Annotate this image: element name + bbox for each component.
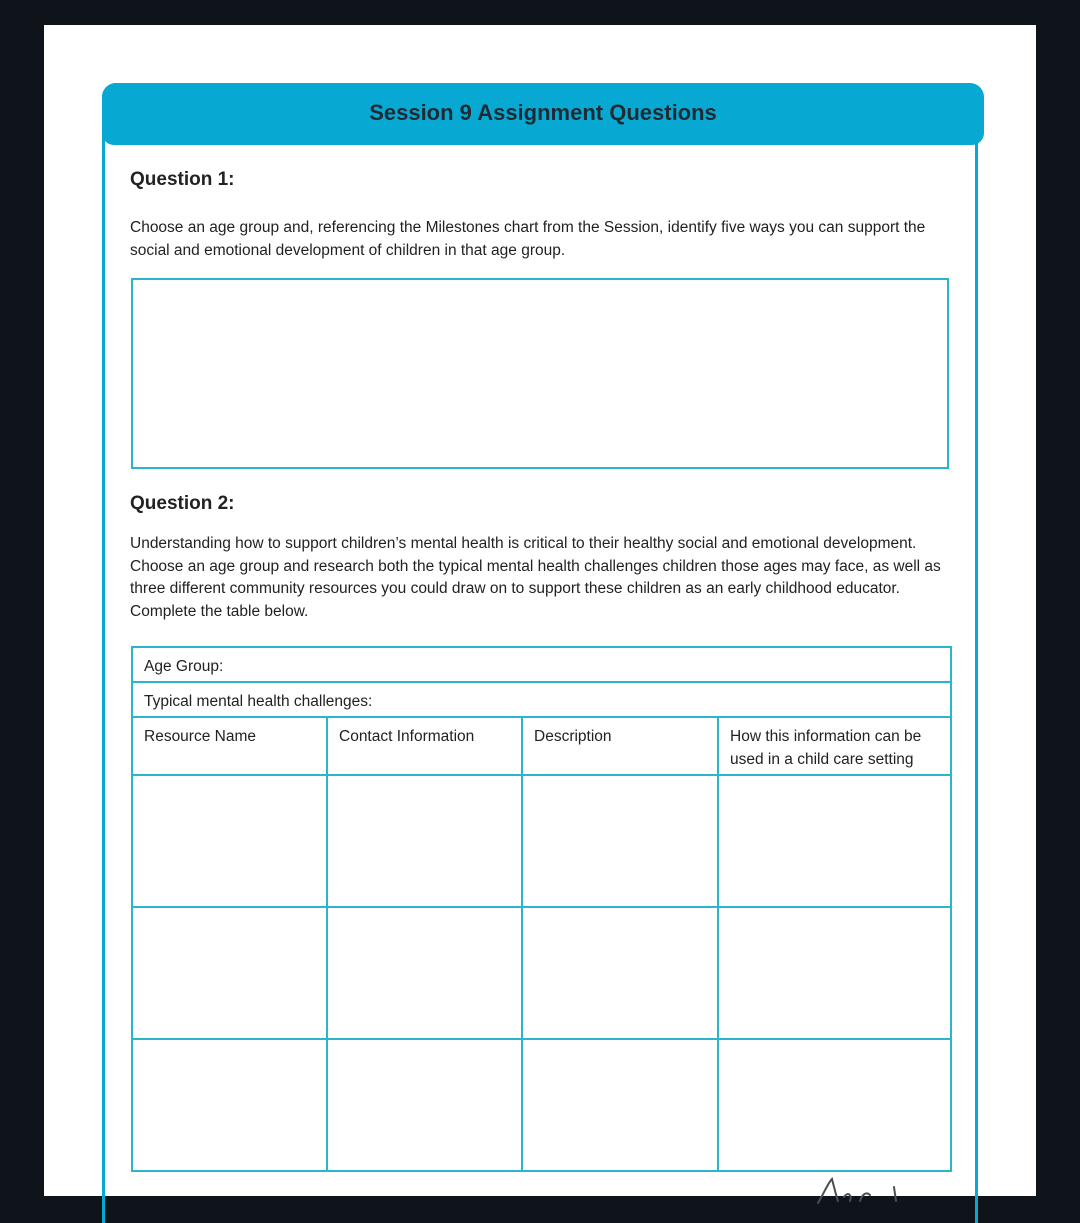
description-cell[interactable]: [522, 907, 718, 1039]
column-header-usage: How this information can be used in a child care setting: [718, 717, 951, 775]
resource-name-cell[interactable]: [132, 907, 327, 1039]
resource-name-cell[interactable]: [132, 775, 327, 907]
question-1-answer-box[interactable]: [131, 278, 949, 469]
contact-information-cell[interactable]: [327, 775, 522, 907]
question-1-title: Question 1:: [130, 169, 235, 190]
question-2-title: Question 2:: [130, 493, 235, 514]
description-cell[interactable]: [522, 775, 718, 907]
resources-table: [131, 646, 952, 1172]
table-row: [132, 775, 951, 907]
usage-cell[interactable]: [718, 775, 951, 907]
usage-cell[interactable]: [718, 1039, 951, 1171]
table-row: [132, 1039, 951, 1171]
contact-information-cell[interactable]: [327, 1039, 522, 1171]
question-2-text: Understanding how to support children’s mental health is critical to their healthy social and emotional development. Choose an age group and research both the typical mental health challenges children those ages may face, as well as three different community resources you could draw on to support these children as an early childhood educator. Complete the table below.: [130, 535, 941, 620]
table-row-age-group: [132, 647, 951, 682]
usage-cell[interactable]: [718, 907, 951, 1039]
column-header-description: Description: [522, 717, 718, 775]
handwritten-mark: [814, 1175, 914, 1205]
document-page: [44, 25, 1036, 1196]
column-header-contact-information: Contact Information: [327, 717, 522, 775]
table-header-row: [132, 717, 951, 775]
contact-information-cell[interactable]: [327, 907, 522, 1039]
table-row: [132, 907, 951, 1039]
table-row-challenges: [132, 682, 951, 717]
question-1-text: Choose an age group and, referencing the Milestones chart from the Session, identify five ways you can support the social and emotional development of children in that age group.: [130, 219, 926, 259]
title-banner: [102, 83, 984, 145]
challenges-cell[interactable]: Typical mental health challenges:: [132, 682, 951, 717]
description-cell[interactable]: [522, 1039, 718, 1171]
page-title: Session 9 Assignment Questions: [369, 100, 717, 125]
column-header-resource-name: Resource Name: [132, 717, 327, 775]
resource-name-cell[interactable]: [132, 1039, 327, 1171]
age-group-cell[interactable]: Age Group:: [132, 647, 951, 682]
